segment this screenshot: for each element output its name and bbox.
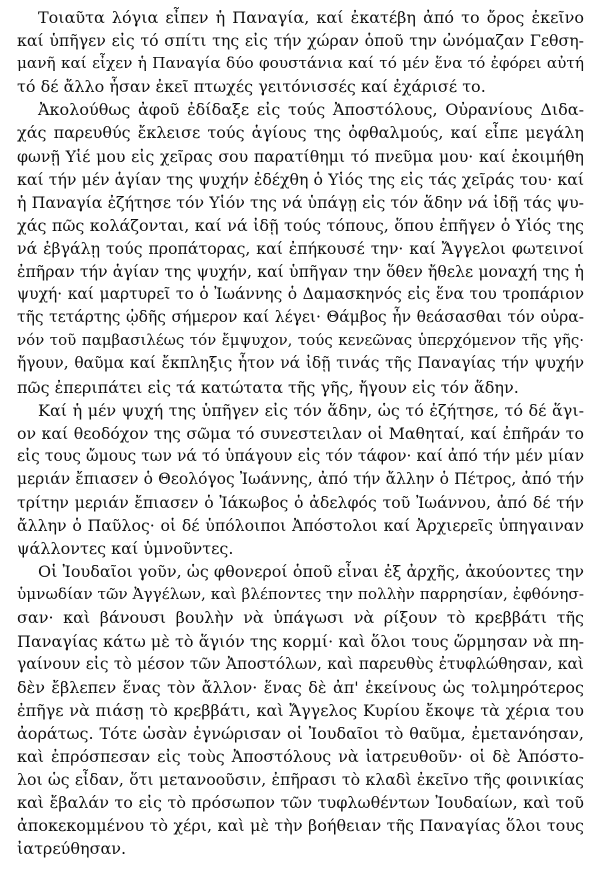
paragraph: [17, 399, 584, 561]
text-line: σαν· καὶ βάνουσι βουλὴν νὰ ὑπάγωσι νὰ ρίξουν τὸ κρεββάτι τῆς: [17, 608, 584, 628]
text-line: χάς παρευθύς ἔκλεισε τούς ἁγίους της ὀφθαλμούς, καί εἶπε μεγάλη: [17, 123, 584, 143]
text-line: ἐπῆγε νὰ πιάσῃ τὸ κρεββάτι, καὶ Ἄγγελος Κυρίου ἔκοψε τὰ χέρια του: [17, 700, 584, 720]
text-line: ἤγουν, θαῦμα καί ἔκπληξις ἦτον νά ἰδῇ τινάς τῆς Παναγίας τήν ψυχήν: [17, 354, 584, 373]
text-line: ἀποκεκομμένου τὸ χέρι, καὶ μὲ τὴν βοήθειαν τῆς Παναγίας ὅλοι τους: [17, 816, 584, 836]
text-line: μανῆ καί εἶχεν ἡ Παναγία δύο φουστάνια καί τό μέν ἕνα τό ἐφόρει αὐτή: [17, 54, 584, 73]
text-line: Παναγίας κάτω μὲ τὸ ἅγιόν της κορμί· καὶ ὅλοι τους ὥρμησαν νὰ πη-: [17, 631, 584, 651]
text-line: λοι ὡς εἶδαν, ὅτι μετανοοῦσιν, ἐπῆρασι τὸ κλαδὶ ἐκεῖνο τῆς φοινικίας: [17, 770, 584, 790]
text-line: Ἀκολούθως ἀφοῦ ἐδίδαξε εἰς τούς Ἀποστόλους, Οὐρανίους Διδα-: [38, 100, 584, 120]
text-line: καί τήν μέν ἁγίαν της ψυχήν ἐδέχθη ὁ Υἱός της εἰς τάς χεῖράς του· καί: [17, 169, 584, 189]
paragraph: [17, 98, 584, 398]
text-line: καί ὑπῆγεν εἰς τό σπίτι της εἰς τήν χώραν ὁποῦ την ὠνόμαζαν Γεθση-: [17, 31, 584, 51]
paragraph: [17, 560, 584, 860]
text-line: ἡ Παναγία ἐζήτησε τόν Υἱόν της νά ὑπάγῃ εἰς τόν ἅδην νά ἰδῇ τάς ψυ-: [17, 192, 584, 212]
text-line: ἐπῆραν τήν ἁγίαν της ψυχήν, καί ὑπῆγαν την ὅθεν ἤθελε μοναχή της ἡ: [17, 262, 584, 282]
text-line: καὶ ἐπρόσπεσαν εἰς τοὺς Ἀποστόλους νὰ ἰατρευθοῦν· οἱ δὲ Ἀπόστο-: [17, 747, 584, 766]
text-line: Τοιαῦτα λόγια εἶπεν ἡ Παναγία, καί ἐκατέβη ἀπό το ὄρος ἐκεῖνο: [38, 8, 584, 27]
text-line: τῆς τετάρτης ᾠδῆς σήμερον καί λέγει· Θάμβος ἦν θεάσασθαι τόν οὐρα-: [17, 308, 584, 327]
text-line: δὲν ἔβλεπεν ἕνας τὸν ἄλλον· ἕνας δὲ ἀπ' ἐκείνους ὡς τολμηρότερος: [17, 677, 584, 697]
text-line: ἀοράτως. Τότε ὡσὰν ἐγνώρισαν οἱ Ἰουδαῖοι τὸ θαῦμα, ἐμετανόησαν,: [17, 723, 584, 743]
text-line: τό δέ ἄλλο ἦσαν ἐκεῖ πτωχές γειτόνισσές καί ἐχάρισέ το.: [17, 77, 486, 97]
text-line: γαίνουν εἰς τὸ μέσον τῶν Ἀποστόλων, καὶ παρευθὺς ἐτυφλώθησαν, καὶ: [17, 654, 584, 673]
text-line: ον καί θεοδόχον της σῶμα τό συνεστειλαν οἱ Μαθηταί, καί ἐπῆράν το: [17, 423, 584, 443]
text-line: χάς πῶς κολάζονται, καί νά ἰδῇ τούς τόπους, ὅπου ἐπῆγεν ὁ Υἱός της: [17, 215, 584, 235]
text-line: ψυχή· καί μαρτυρεῖ το ὁ Ἰωάννης ὁ Δαμασκηνός εἰς ἕνα του τροπάριον: [17, 285, 584, 304]
text-line: Οἱ Ἰουδαῖοι γοῦν, ὡς φθονεροί ὁποῦ εἶναι ἐξ ἀρχῆς, ἀκούοντες την: [38, 562, 584, 582]
text-line: καὶ ἔβαλάν το εἰς τὸ πρόσωπον τῶν τυφλωθέντων Ἰουδαίων, καὶ τοῦ: [17, 793, 584, 813]
text-line: ἄλλην ὁ Παῦλος· οἱ δέ ὑπόλοιποι Ἀπόστολοι καί Ἀρχιερεῖς ὑπηγαιναν: [17, 516, 584, 536]
text-line: φωνῇ Υἱέ μου εἰς χεῖρας σου παρατίθημι τό πνεῦμα μου· καί ἐκοιμήθη: [17, 146, 584, 166]
text-line: ψάλλοντες καί ὑμνοῦντες.: [17, 539, 234, 559]
text-line: εἰς τους ὤμους των νά τό ὑπάγουν εἰς τόν τάφον· καί ἀπό τήν μέν μίαν: [17, 446, 584, 465]
text-line: ἰατρεύθησαν.: [17, 839, 127, 859]
text-line: νόν τοῦ παμβασιλέως τόν ἔμψυχον, τούς κενεῶνας ὑπερχόμενον τῆς γῆς·: [17, 331, 584, 350]
text-line: τρίτην μεριάν ἔπιασεν ὁ Ἰάκωβος ὁ ἀδελφός τοῦ Ἰωάννου, ἀπό δέ τήν: [17, 492, 584, 512]
text-line: πῶς ἐπεριπάτει εἰς τά κατώτατα τῆς γῆς, ἤγουν εἰς τόν ἅδην.: [17, 377, 519, 397]
text-line: Καί ἡ μέν ψυχή της ὑπῆγεν εἰς τόν ἅδην, ὡς τό ἐζήτησε, τό δέ ἅγι-: [38, 400, 584, 420]
paragraph: [17, 6, 584, 98]
text-line: μεριάν ἔπιασεν ὁ Θεολόγος Ἰωάννης, ἀπό τήν ἄλλην ὁ Πέτρος, ἀπό τήν: [17, 469, 584, 488]
text-line: νά ἐβγάλῃ τούς προπάτορας, καί ἐπήκουσέ την· καί Ἄγγελοι φωτεινοί: [17, 238, 584, 258]
text-line: ὑμνωδίαν τῶν Ἀγγέλων, καὶ βλέποντες την πολλὴν παρρησίαν, ἐφθόνησ-: [17, 585, 584, 604]
